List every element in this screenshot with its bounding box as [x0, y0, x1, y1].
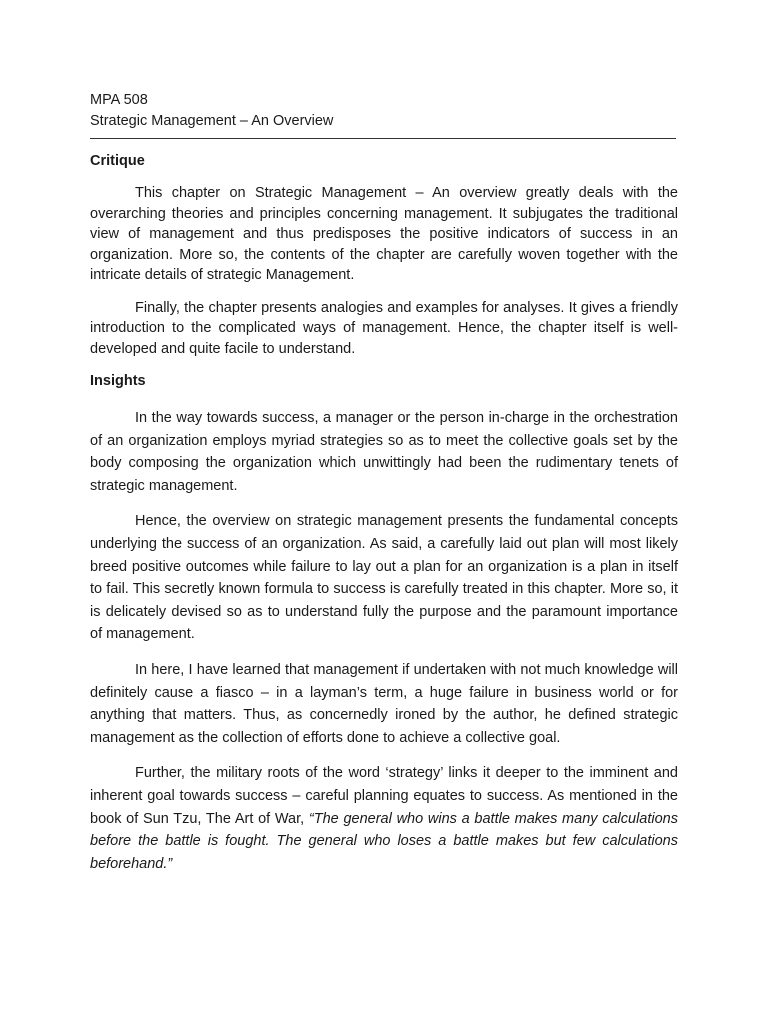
insights-paragraph-4 — [90, 762, 678, 875]
section-heading-critique: Critique — [90, 153, 145, 169]
document-page — [90, 90, 678, 888]
insights-paragraph-3: In here, I have learned that management if undertaken with not much knowledge will definitely cause a fiasco – in a layman’s term, a huge failure in business world or for anything that matters. Thus, as concernedly ironed by the author, he defined strategic management as the collection of efforts done to achieve a collective goal. — [90, 661, 678, 746]
section-heading-insights: Insights — [90, 373, 146, 389]
insights-paragraph-4-lead: Further, the military roots of the word ‘strategy’ links it deeper to the imminent and inherent goal towards success – careful planning equates to success. As mentioned in the book of Sun Tzu, The Art of War, — [90, 765, 678, 827]
course-code: MPA 508 — [90, 92, 148, 108]
header-divider — [90, 138, 676, 139]
insights-paragraph-1: In the way towards success, a manager or the person in-charge in the orchestration of an organization employs myriad strategies so as to meet the collective goals set by the body composing the organization which unwittingly had been the rudimentary tenets of strategic management. — [90, 410, 678, 494]
sun-tzu-quote: “The general who wins a battle makes many calculations before the battle is fought. The general who loses a battle makes but few calculations beforehand.” — [90, 810, 678, 872]
document-title: Strategic Management – An Overview — [90, 113, 334, 129]
insights-paragraph-2: Hence, the overview on strategic management presents the fundamental concepts underlying the success of an organization. As said, a carefully laid out plan will most likely breed positive outcomes while failure to lay out a plan for an organization is a plan in itself to fail. This secretly known formula to success is carefully treated in this chapter. More so, it is delicately devised so as to understand fully the purpose and the paramount importance of management. — [90, 513, 678, 643]
critique-paragraph-1: This chapter on Strategic Management – An overview greatly deals with the overarching theories and principles concerning management. It subjugates the traditional view of management and thus predisposes the positive indicators of success in an organization. More so, the contents of the chapter are carefully woven together with the intricate details of strategic Management. — [90, 185, 678, 283]
critique-paragraph-2: Finally, the chapter presents analogies and examples for analyses. It gives a friendly introduction to the complicated ways of management. Hence, the chapter itself is well-developed and quite facile to understand. — [90, 299, 678, 357]
